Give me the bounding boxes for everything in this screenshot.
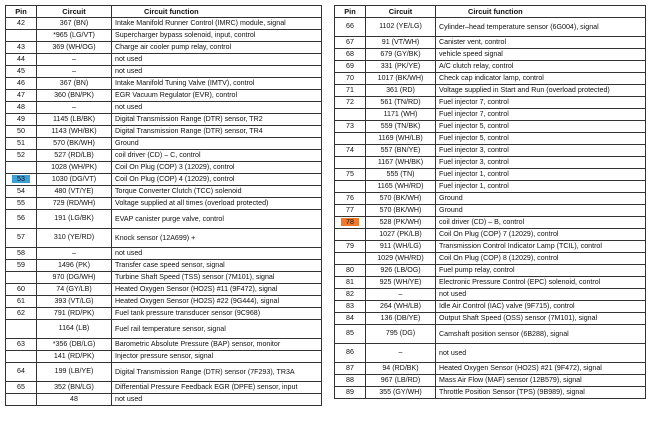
table-row — [335, 133, 646, 145]
circuit-cell: – — [37, 248, 112, 260]
pin-cell — [6, 78, 37, 90]
table-row — [6, 394, 322, 406]
pin-cell — [6, 363, 37, 382]
circuit-function-cell: not used — [436, 289, 646, 301]
table-row — [6, 174, 322, 186]
table-row — [335, 205, 646, 217]
circuit-cell: 1145 (LB/BK) — [37, 114, 112, 126]
pin-cell — [6, 229, 37, 248]
table-row — [335, 109, 646, 121]
table-row — [335, 145, 646, 157]
pin-number: 51 — [17, 138, 25, 147]
pin-cell — [335, 265, 366, 277]
circuit-cell: 264 (WH/LB) — [366, 301, 436, 313]
pin-number: 86 — [346, 348, 354, 357]
circuit-function-cell: coil driver (CD) – B, control — [436, 217, 646, 229]
pin-cell — [335, 205, 366, 217]
table-row — [335, 289, 646, 301]
table-row — [335, 169, 646, 181]
circuit-function-cell: Ground — [436, 193, 646, 205]
circuit-cell: 91 (VT/WH) — [366, 37, 436, 49]
circuit-cell: 355 (GY/WH) — [366, 387, 436, 399]
circuit-cell: 1029 (WH/RD) — [366, 253, 436, 265]
circuit-function-cell: Fuel rail temperature sensor, signal — [112, 320, 322, 339]
pin-number: 54 — [17, 186, 25, 195]
circuit-cell: 561 (TN/RD) — [366, 97, 436, 109]
pin-cell — [6, 150, 37, 162]
pin-cell — [335, 145, 366, 157]
pin-table-left — [5, 5, 322, 406]
pin-number: 63 — [17, 339, 25, 348]
circuit-function-cell: Digital Transmission Range (DTR) sensor, TR2 — [112, 114, 322, 126]
circuit-cell: 1164 (LB) — [37, 320, 112, 339]
circuit-cell: 331 (PK/YE) — [366, 61, 436, 73]
circuit-function-cell: Ground — [436, 205, 646, 217]
circuit-function-cell: Intake Manifold Runner Control (IMRC) module, signal — [112, 18, 322, 30]
circuit-cell: – — [37, 66, 112, 78]
circuit-cell: 1165 (WH/RD) — [366, 181, 436, 193]
circuit-function-cell: Check cap indicator lamp, control — [436, 73, 646, 85]
pin-cell — [335, 73, 366, 85]
circuit-function-cell: not used — [112, 102, 322, 114]
pin-number: 56 — [17, 214, 25, 223]
table-row — [6, 351, 322, 363]
pin-number: 58 — [17, 248, 25, 257]
circuit-cell: 970 (DG/WH) — [37, 272, 112, 284]
circuit-function-cell: Fuel injector 1, control — [436, 181, 646, 193]
header-circuit-function: Circuit function — [112, 6, 322, 18]
pin-cell — [335, 301, 366, 313]
pin-cell — [6, 210, 37, 229]
pin-number: 45 — [17, 66, 25, 75]
table-row — [335, 157, 646, 169]
table-row — [335, 121, 646, 133]
circuit-function-cell: Mass Air Flow (MAF) sensor (12B579), signal — [436, 375, 646, 387]
circuit-function-cell: Output Shaft Speed (OSS) sensor (7M101), signal — [436, 313, 646, 325]
table-row — [6, 198, 322, 210]
circuit-cell: 141 (RD/PK) — [37, 351, 112, 363]
pin-cell — [335, 363, 366, 375]
table-row — [6, 320, 322, 339]
circuit-function-cell: Idle Air Control (IAC) valve (9F715), control — [436, 301, 646, 313]
pin-number: 69 — [346, 61, 354, 70]
pin-cell — [6, 382, 37, 394]
pin-number: 64 — [17, 367, 25, 376]
circuit-cell: – — [366, 289, 436, 301]
circuit-function-cell: Supercharger bypass solenoid, input, control — [112, 30, 322, 42]
circuit-cell: 570 (BK/WH) — [37, 138, 112, 150]
table-row — [335, 229, 646, 241]
pin-number: 59 — [17, 260, 25, 269]
circuit-function-cell: Electronic Pressure Control (EPC) solenoid, control — [436, 277, 646, 289]
pin-number: 47 — [17, 90, 25, 99]
pin-cell — [6, 260, 37, 272]
circuit-function-cell: Canister vent, control — [436, 37, 646, 49]
table-row — [6, 339, 322, 351]
pin-number: 43 — [17, 42, 25, 51]
circuit-function-cell: Transfer case speed sensor, signal — [112, 260, 322, 272]
table-row — [6, 272, 322, 284]
table-row — [6, 229, 322, 248]
pin-cell — [335, 133, 366, 145]
table-row — [6, 186, 322, 198]
pin-cell — [335, 18, 366, 37]
circuit-function-cell: Fuel injector 3, control — [436, 145, 646, 157]
table-row — [6, 210, 322, 229]
header-row — [6, 6, 322, 18]
table-row — [6, 296, 322, 308]
circuit-cell: – — [37, 102, 112, 114]
circuit-cell: 48 — [37, 394, 112, 406]
circuit-cell: 360 (BN/PK) — [37, 90, 112, 102]
circuit-function-cell: Digital Transmission Range (DTR) sensor (7F293), TR3A — [112, 363, 322, 382]
table-row — [335, 73, 646, 85]
table-row — [335, 241, 646, 253]
table-row — [6, 42, 322, 54]
circuit-cell: 557 (BN/YE) — [366, 145, 436, 157]
pin-number: 70 — [346, 73, 354, 82]
circuit-cell: *965 (LG/VT) — [37, 30, 112, 42]
pin-cell — [335, 229, 366, 241]
pin-number: 83 — [346, 301, 354, 310]
pin-number: 76 — [346, 193, 354, 202]
circuit-cell: 1102 (YE/LG) — [366, 18, 436, 37]
pin-cell — [335, 253, 366, 265]
pin-number: 77 — [346, 205, 354, 214]
header-pin: Pin — [6, 6, 37, 18]
pin-number: 84 — [346, 313, 354, 322]
pin-number: 89 — [346, 387, 354, 396]
pin-number: 67 — [346, 37, 354, 46]
circuit-function-cell: Heated Oxygen Sensor (HO2S) #11 (9F472), signal — [112, 284, 322, 296]
pin-cell — [6, 114, 37, 126]
pin-cell — [6, 248, 37, 260]
circuit-cell: 1028 (WH/PK) — [37, 162, 112, 174]
pin-cell — [335, 344, 366, 363]
pin-number: 85 — [346, 329, 354, 338]
pin-number: 53 — [12, 175, 30, 183]
pin-number: 48 — [17, 102, 25, 111]
table-row — [335, 37, 646, 49]
circuit-function-cell: A/C clutch relay, control — [436, 61, 646, 73]
table-row — [335, 375, 646, 387]
circuit-function-cell: Ground — [112, 138, 322, 150]
circuit-function-cell: Fuel injector 3, control — [436, 157, 646, 169]
circuit-cell: 795 (DG) — [366, 325, 436, 344]
pin-cell — [335, 241, 366, 253]
circuit-function-cell: Fuel injector 7, control — [436, 109, 646, 121]
header-pin: Pin — [335, 6, 366, 18]
circuit-function-cell: EVAP canister purge valve, control — [112, 210, 322, 229]
table-row — [335, 217, 646, 229]
table-row — [6, 150, 322, 162]
circuit-cell: 361 (RD) — [366, 85, 436, 97]
pin-number: 68 — [346, 49, 354, 58]
circuit-cell: 559 (TN/BK) — [366, 121, 436, 133]
pin-cell — [335, 313, 366, 325]
circuit-cell: 1169 (WH/LB) — [366, 133, 436, 145]
pin-number: 80 — [346, 265, 354, 274]
pin-number: 79 — [346, 241, 354, 250]
pin-cell — [6, 162, 37, 174]
pin-number: 75 — [346, 169, 354, 178]
table-row — [6, 54, 322, 66]
pin-number: 62 — [17, 308, 25, 317]
pin-number: 44 — [17, 54, 25, 63]
pin-cell — [6, 126, 37, 138]
table-row — [6, 284, 322, 296]
pin-number: 82 — [346, 289, 354, 298]
pin-cell — [335, 169, 366, 181]
pin-number: 78 — [341, 218, 359, 226]
circuit-function-cell: Knock sensor (12A699) + — [112, 229, 322, 248]
pin-number: 50 — [17, 126, 25, 135]
circuit-cell: 570 (BK/WH) — [366, 193, 436, 205]
circuit-function-cell: Injector pressure sensor, signal — [112, 351, 322, 363]
circuit-function-cell: Coil On Plug (COP) 4 (12029), control — [112, 174, 322, 186]
pin-number: 61 — [17, 296, 25, 305]
pin-cell — [6, 308, 37, 320]
circuit-function-cell: not used — [112, 248, 322, 260]
circuit-cell: 925 (WH/YE) — [366, 277, 436, 289]
pin-cell — [335, 289, 366, 301]
circuit-cell: 352 (BN/LG) — [37, 382, 112, 394]
pin-number: 55 — [17, 198, 25, 207]
pin-cell — [6, 138, 37, 150]
pin-cell — [335, 61, 366, 73]
circuit-function-cell: not used — [112, 394, 322, 406]
header-circuit: Circuit — [37, 6, 112, 18]
circuit-cell: 367 (BN) — [37, 78, 112, 90]
pin-number: 49 — [17, 114, 25, 123]
table-row — [335, 363, 646, 375]
table-row — [6, 138, 322, 150]
pin-cell — [6, 30, 37, 42]
circuit-cell: 911 (WH/LG) — [366, 241, 436, 253]
pin-cell — [6, 186, 37, 198]
pin-cell — [335, 193, 366, 205]
circuit-function-cell: Fuel injector 1, control — [436, 169, 646, 181]
circuit-cell: 393 (VT/LG) — [37, 296, 112, 308]
circuit-function-cell: Heated Oxygen Sensor (HO2S) #22 (9G444), signal — [112, 296, 322, 308]
circuit-cell: 136 (DB/YE) — [366, 313, 436, 325]
table-row — [335, 193, 646, 205]
circuit-function-cell: Transmission Control Indicator Lamp (TCIL), control — [436, 241, 646, 253]
pin-cell — [6, 18, 37, 30]
circuit-function-cell: Fuel tank pressure transducer sensor (9C968) — [112, 308, 322, 320]
table-row — [6, 308, 322, 320]
circuit-function-cell: EGR Vacuum Regulator (EVR), control — [112, 90, 322, 102]
pin-number: 81 — [346, 277, 354, 286]
circuit-function-cell: Fuel injector 7, control — [436, 97, 646, 109]
circuit-function-cell: Voltage supplied at all times (overload protected) — [112, 198, 322, 210]
circuit-cell: 1167 (WH/BK) — [366, 157, 436, 169]
table-row — [335, 313, 646, 325]
circuit-function-cell: Barometric Absolute Pressure (BAP) sensor, monitor — [112, 339, 322, 351]
circuit-cell: 528 (PK/WH) — [366, 217, 436, 229]
table-row — [335, 85, 646, 97]
circuit-cell: 1496 (PK) — [37, 260, 112, 272]
circuit-function-cell: Turbine Shaft Speed (TSS) sensor (7M101), signal — [112, 272, 322, 284]
header-circuit: Circuit — [366, 6, 436, 18]
circuit-function-cell: Camshaft position sensor (6B288), signal — [436, 325, 646, 344]
circuit-cell: 74 (GY/LB) — [37, 284, 112, 296]
circuit-cell: 570 (BK/WH) — [366, 205, 436, 217]
table-row — [335, 325, 646, 344]
pin-cell — [6, 339, 37, 351]
pin-cell — [335, 121, 366, 133]
pin-number: 73 — [346, 121, 354, 130]
pin-number: 65 — [17, 382, 25, 391]
pin-cell — [335, 85, 366, 97]
pin-cell — [335, 157, 366, 169]
table-row — [335, 181, 646, 193]
table-row — [6, 248, 322, 260]
pin-number: 46 — [17, 78, 25, 87]
circuit-cell: 926 (LB/OG) — [366, 265, 436, 277]
pin-cell — [335, 97, 366, 109]
circuit-cell: 729 (RD/WH) — [37, 198, 112, 210]
pin-cell — [6, 351, 37, 363]
circuit-function-cell: coil driver (CD) – C, control — [112, 150, 322, 162]
table-row — [335, 61, 646, 73]
table-row — [6, 30, 322, 42]
pin-cell — [6, 296, 37, 308]
table-row — [335, 277, 646, 289]
table-row — [335, 344, 646, 363]
circuit-function-cell: not used — [112, 66, 322, 78]
pin-cell — [6, 284, 37, 296]
table-row — [6, 18, 322, 30]
pin-number: 60 — [17, 284, 25, 293]
circuit-cell: 791 (RD/PK) — [37, 308, 112, 320]
pin-cell — [335, 49, 366, 61]
circuit-cell: 480 (VT/YE) — [37, 186, 112, 198]
header-circuit-function: Circuit function — [436, 6, 646, 18]
circuit-cell: 679 (GY/BK) — [366, 49, 436, 61]
pin-number: 71 — [346, 85, 354, 94]
circuit-function-cell: Fuel injector 5, control — [436, 121, 646, 133]
pin-cell — [335, 325, 366, 344]
pin-cell — [335, 217, 366, 229]
pin-cell — [6, 272, 37, 284]
pin-cell — [6, 42, 37, 54]
pin-table-right — [334, 5, 646, 399]
table-row — [6, 382, 322, 394]
circuit-cell: 1017 (BK/WH) — [366, 73, 436, 85]
circuit-function-cell: Charge air cooler pump relay, control — [112, 42, 322, 54]
circuit-cell: – — [37, 54, 112, 66]
table-row — [6, 260, 322, 272]
pin-cell — [6, 90, 37, 102]
circuit-cell: 967 (LB/RD) — [366, 375, 436, 387]
circuit-cell: 199 (LB/YE) — [37, 363, 112, 382]
circuit-function-cell: Digital Transmission Range (DTR) sensor, TR4 — [112, 126, 322, 138]
circuit-cell: 527 (RD/LB) — [37, 150, 112, 162]
pin-cell — [335, 109, 366, 121]
circuit-function-cell: Differential Pressure Feedback EGR (DPFE) sensor, input — [112, 382, 322, 394]
table-row — [6, 126, 322, 138]
table-row — [6, 66, 322, 78]
table-row — [6, 90, 322, 102]
circuit-cell: – — [366, 344, 436, 363]
pin-number: 88 — [346, 375, 354, 384]
circuit-function-cell: Cylinder–head temperature sensor (6G004), signal — [436, 18, 646, 37]
pin-number: 66 — [346, 22, 354, 31]
table-row — [335, 97, 646, 109]
pin-cell — [335, 37, 366, 49]
circuit-function-cell: Coil On Plug (COP) 3 (12029), control — [112, 162, 322, 174]
header-row — [335, 6, 646, 18]
pin-cell — [6, 66, 37, 78]
circuit-cell: 310 (YE/RD) — [37, 229, 112, 248]
circuit-cell: 1171 (WH) — [366, 109, 436, 121]
circuit-function-cell: not used — [436, 344, 646, 363]
pin-cell — [335, 387, 366, 399]
circuit-function-cell: Fuel injector 5, control — [436, 133, 646, 145]
pin-number: 74 — [346, 145, 354, 154]
pin-number: 87 — [346, 363, 354, 372]
table-row — [335, 301, 646, 313]
pin-number: 52 — [17, 150, 25, 159]
circuit-cell: 1027 (PK/LB) — [366, 229, 436, 241]
table-row — [6, 102, 322, 114]
circuit-function-cell: not used — [112, 54, 322, 66]
circuit-function-cell: Throttle Position Sensor (TPS) (9B989), signal — [436, 387, 646, 399]
pin-number: 57 — [17, 233, 25, 242]
circuit-cell: 555 (TN) — [366, 169, 436, 181]
table-row — [6, 363, 322, 382]
table-row — [6, 78, 322, 90]
circuit-function-cell: Coil On Plug (COP) 7 (12029), control — [436, 229, 646, 241]
circuit-function-cell: Voltage supplied in Start and Run (overload protected) — [436, 85, 646, 97]
pin-cell — [335, 277, 366, 289]
pin-cell — [6, 320, 37, 339]
pin-cell — [6, 394, 37, 406]
pin-cell — [6, 198, 37, 210]
circuit-function-cell: Intake Manifold Tuning Valve (IMTV), control — [112, 78, 322, 90]
circuit-function-cell: Fuel pump relay, control — [436, 265, 646, 277]
circuit-cell: 1143 (WH/BK) — [37, 126, 112, 138]
circuit-cell: 191 (LG/BK) — [37, 210, 112, 229]
pin-cell — [335, 375, 366, 387]
circuit-cell: 94 (RD/BK) — [366, 363, 436, 375]
circuit-function-cell: Coil On Plug (COP) 8 (12029), control — [436, 253, 646, 265]
table-row — [335, 265, 646, 277]
circuit-cell: 1030 (DG/VT) — [37, 174, 112, 186]
circuit-function-cell: Heated Oxygen Sensor (HO2S) #21 (9F472), signal — [436, 363, 646, 375]
circuit-cell: *356 (DB/LG) — [37, 339, 112, 351]
table-row — [335, 49, 646, 61]
pin-cell — [6, 174, 37, 186]
pin-number: 72 — [346, 97, 354, 106]
pin-cell — [6, 54, 37, 66]
circuit-cell: 369 (WH/OG) — [37, 42, 112, 54]
table-row — [6, 162, 322, 174]
table-row — [6, 114, 322, 126]
table-row — [335, 253, 646, 265]
pin-cell — [335, 181, 366, 193]
circuit-function-cell: vehicle speed signal — [436, 49, 646, 61]
circuit-function-cell: Torque Converter Clutch (TCC) solenoid — [112, 186, 322, 198]
pin-cell — [6, 102, 37, 114]
pin-number: 42 — [17, 18, 25, 27]
table-row — [335, 387, 646, 399]
circuit-cell: 367 (BN) — [37, 18, 112, 30]
table-row — [335, 18, 646, 37]
